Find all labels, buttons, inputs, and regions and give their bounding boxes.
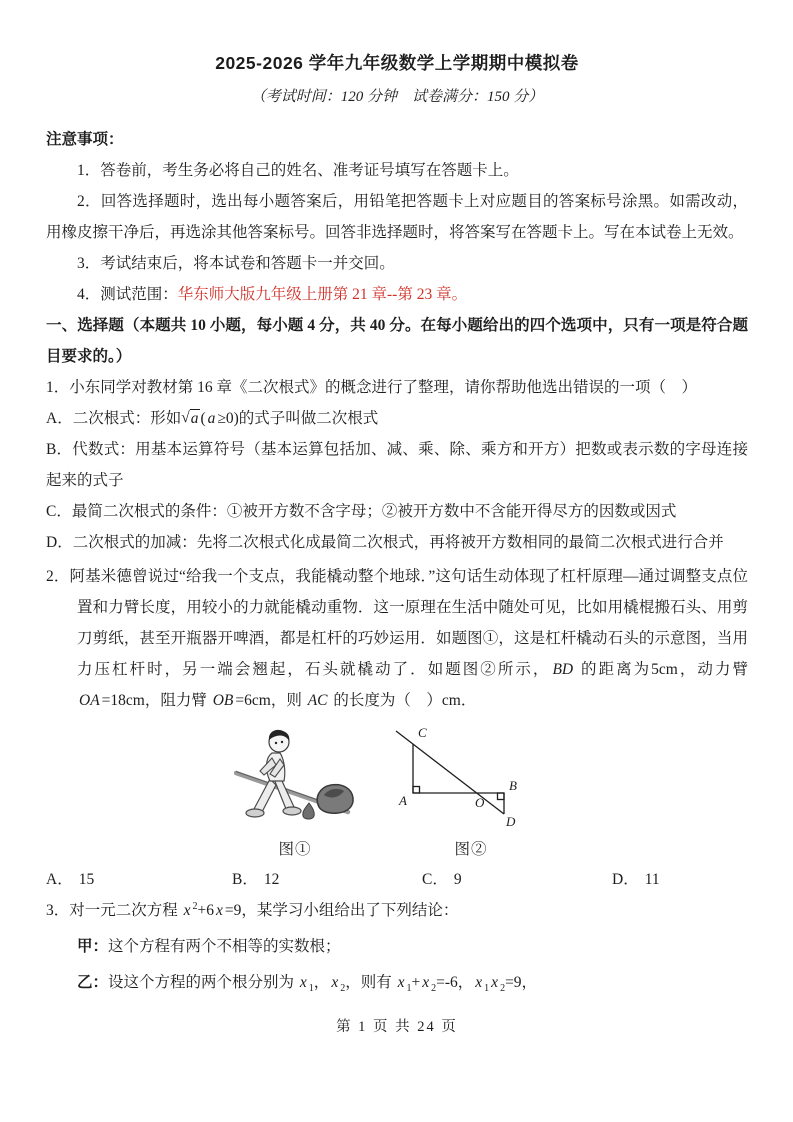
right-angle-mark-b bbox=[498, 793, 505, 800]
figure-1-caption: 图① bbox=[278, 841, 312, 858]
jia-text: 这个方程有两个不相等的实数根； bbox=[108, 938, 341, 955]
label-d: D bbox=[506, 814, 516, 827]
question-3-conclusion-yi bbox=[46, 967, 748, 998]
person bbox=[246, 730, 301, 817]
figure-2-caption: 图② bbox=[454, 841, 488, 858]
right-angle-mark-a bbox=[413, 787, 420, 794]
lever-person-illustration bbox=[234, 725, 356, 827]
page-title: 2025-2026 学年九年级数学上学期期中模拟卷 bbox=[215, 53, 579, 73]
question-1-stem: 1．小东同学对教材第 16 章《二次根式》的概念进行了整理，请你帮助他选出错误的一项（ ） bbox=[46, 379, 698, 396]
question-2-option-d: D． 11 bbox=[612, 871, 660, 888]
label-o: O bbox=[475, 795, 485, 810]
question-1-option-a: A．二次根式：形如√a ( a ≥0)的式子叫做二次根式 bbox=[46, 409, 379, 427]
question-2-figures bbox=[46, 721, 748, 862]
label-b: B bbox=[509, 778, 517, 793]
question-3-conclusion-jia bbox=[46, 931, 748, 962]
jia-label: 甲： bbox=[77, 938, 109, 955]
question-3-stem: 3．对一元二次方程 x $^2$+6 x =9，某学习小组给出了下列结论： bbox=[46, 901, 459, 919]
page-footer: 第 1 页 共 24 页 bbox=[336, 1019, 458, 1035]
notice-item-1: 1．答卷前，考生务必将自己的姓名、准考证号填写在答题卡上。 bbox=[77, 162, 519, 179]
label-a: A bbox=[399, 793, 407, 808]
figure-2-geometry bbox=[382, 721, 560, 862]
notice-item-3: 3．考试结束后，将本试卷和答题卡一并交回。 bbox=[77, 255, 395, 272]
fulcrum-stone bbox=[303, 803, 314, 819]
exam-time-score: （考试时间：120 分钟 试卷满分：150 分） bbox=[250, 89, 544, 105]
question-2-option-a: A． 15 bbox=[46, 871, 95, 888]
yi-text: 设这个方程的两个根分别为 x $_1$， x $_2$，则有 x $_1$+ x $_2$=-6， x $_1$ x $_2$=9， bbox=[108, 974, 538, 994]
notice-heading: 注意事项： bbox=[46, 131, 124, 148]
rock bbox=[317, 785, 353, 814]
question-2-stem: 2．阿基米德曾说过“给我一个支点，我能橇动整个地球．”这句话生动体现了杠杆原理—通过调整支点位置和力臂长度，用较小的力就能橇动重物．这一原理在生活中随处可见，比如用橇棍搬石头、用剪刀剪纸，甚至开瓶器开啤酒，都是杠杆的巧妙运用．如题图①，这是杠杆橇动石头的示意图，当用力压杠杆时，另一端会翘起，石头就橇动了．如题图②所示， BD 的距离为5cm，动力臂 OA =18cm，阻力臂 OB =6cm，则 AC 的长度为（ ）cm． bbox=[46, 568, 748, 709]
question-1-option-b: B．代数式：用基本运算符号（基本运算包括加、减、乘、除、乘方和开方）把数或表示数的字母连接起来的式子 bbox=[46, 441, 748, 489]
question-2-option-c: C． 9 bbox=[422, 871, 462, 888]
question-1-option-c: C．最简二次根式的条件：①被开方数不含字母；②被开方数中不含能开得尽方的因数或因式 bbox=[46, 503, 677, 520]
notice-item-4-test-range: 4．测试范围：华东师大版九年级上册第 21 章--第 23 章。 bbox=[77, 286, 468, 303]
question-2-option-b: B． 12 bbox=[232, 871, 280, 888]
figure-1-lever-illustration bbox=[234, 725, 356, 862]
yi-label: 乙： bbox=[77, 974, 109, 991]
label-c: C bbox=[418, 725, 427, 740]
notice-item-2: 2．回答选择题时，选出每小题答案后，用铅笔把答题卡上对应题目的答案标号涂黑。如需改动，用橡皮擦干净后，再选涂其他答案标号。回答非选择题时，将答案写在答题卡上。写在本试卷上无效。 bbox=[46, 193, 748, 241]
question-1-option-d: D．二次根式的加减：先将二次根式化成最简二次根式，再将被开方数相同的最简二次根式进行合并 bbox=[46, 534, 724, 551]
section-1-heading: 一、选择题（本题共 10 小题，每小题 4 分，共 40 分。在每小题给出的四个选项中，只有一项是符合题目要求的。） bbox=[46, 317, 748, 365]
lever-geometry-diagram bbox=[382, 721, 560, 827]
question-2-options bbox=[46, 864, 748, 895]
line-cd bbox=[396, 731, 504, 814]
